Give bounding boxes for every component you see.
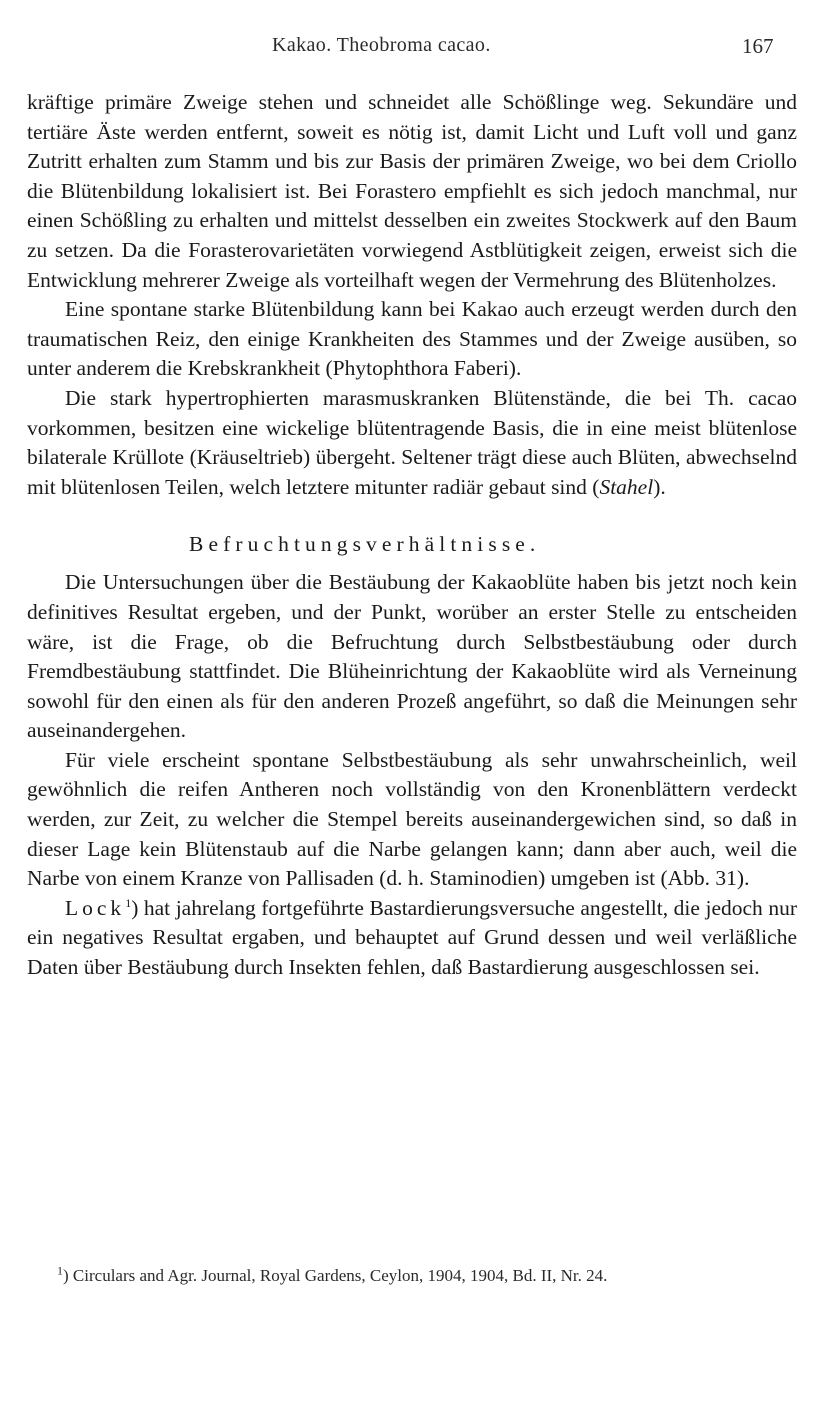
paragraph-marasmus-text: Die stark hypertrophierten marasmuskranken Blütenstände, die bei Th. cacao vorkommen, besitzen eine wickelige blütentragende Basis, die in eine meist blütenlose bilaterale Krüllote (Kräuseltrieb) übergeht. Seltener trägt diese auch Blüten, abwechselnd mit blütenlosen Teilen, welch letztere mitunter radiär gebaut sind ( [27,385,797,499]
paragraph-lock-text: ) hat jahrelang fortgeführte Bastardierungsversuche angestellt, die jedoch nur ein negatives Resultat ergaben, und behauptet auf Grund dessen und weil verläßliche Daten über Bestäubung durch Insekten fehlen, daß Bastardierung ausgeschlossen sei. [27,895,797,980]
paragraph-lock-experiments [27,894,797,983]
author-citation-stahel: Stahel [599,474,654,499]
paragraph-marasmus [27,384,797,502]
footnote [27,1262,797,1290]
footnote-mark: 1 [57,1263,63,1278]
paragraph-self-pollination: Für viele erscheint spontane Selbstbestäubung als sehr unwahrscheinlich, weil gewöhnlich die reifen Antheren noch vollständig von den Kronenblättern verdeckt werden, zur Zeit, zu welcher die Stempel bereits auseinandergewichen sind, so daß in dieser Lage kein Blütenstaub auf die Narbe gelangen kann; dann aber auch, weil die Narbe von einem Kranze von Pallisaden (d. h. Staminodien) umgeben ist (Abb. 31). [27,747,797,891]
paragraph-marasmus-end: ). [653,474,666,499]
footnote-entry [27,1262,797,1290]
paragraph-traumatic-stimulus: Eine spontane starke Blütenbildung kann bei Kakao auch erzeugt werden durch den traumatischen Reiz, den einige Krankheiten des Stammes und der Zweige ausüben, so unter anderem die Krebskrankheit (Phytophthora Faberi). [27,297,797,381]
author-name-lock: Lock [65,895,126,920]
page-number: 167 [742,34,774,58]
footnote-text: Circulars and Agr. Journal, Royal Gardens, Ceylon, 1904, 1904, Bd. II, Nr. 24. [68,1266,608,1285]
paragraph-pollination-studies: Die Untersuchungen über die Bestäubung der Kakaoblüte haben bis jetzt noch kein definitives Resultat ergeben, und der Punkt, worüber an erster Stelle zu entscheiden wäre, ist die Frage, ob die Befruchtung durch Selbstbestäubung oder durch Fremdbestäubung stattfindet. Die Blüheinrichtung der Kakaoblüte wird als Verneinung sowohl für den einen als für den anderen Prozeß angeführt, so daß die Meinungen sehr auseinandergehen. [27,570,797,743]
body-text [27,88,797,983]
section-heading: Befruchtungsverhältnisse. [189,532,541,557]
running-title: Kakao. Theobroma cacao. [272,34,491,56]
paragraph-continued: kräftige primäre Zweige stehen und schneidet alle Schößlinge weg. Sekundäre und tertiäre Äste werden entfernt, soweit es nötig ist, damit Licht und Luft voll und ganz Zutritt erhalten zum Stamm und bis zur Basis der primären Zweige, wo bei dem Criollo die Blütenbildung lokalisiert ist. Bei Forastero empfiehlt es sich jedoch manchmal, nur einen Schößling zu erhalten und mittelst desselben ein zweites Stockwerk auf den Baum zu setzen. Da die Forasterovarietäten vorwiegend Astblütigkeit zeigen, erweist sich die Entwicklung mehrerer Zweige als vorteilhaft wegen der Vermehrung des Blütenholzes. [27,90,797,292]
footnote-reference: 1 [125,895,132,910]
footnote-mark-suffix: ) [63,1266,69,1285]
running-head [0,34,830,62]
